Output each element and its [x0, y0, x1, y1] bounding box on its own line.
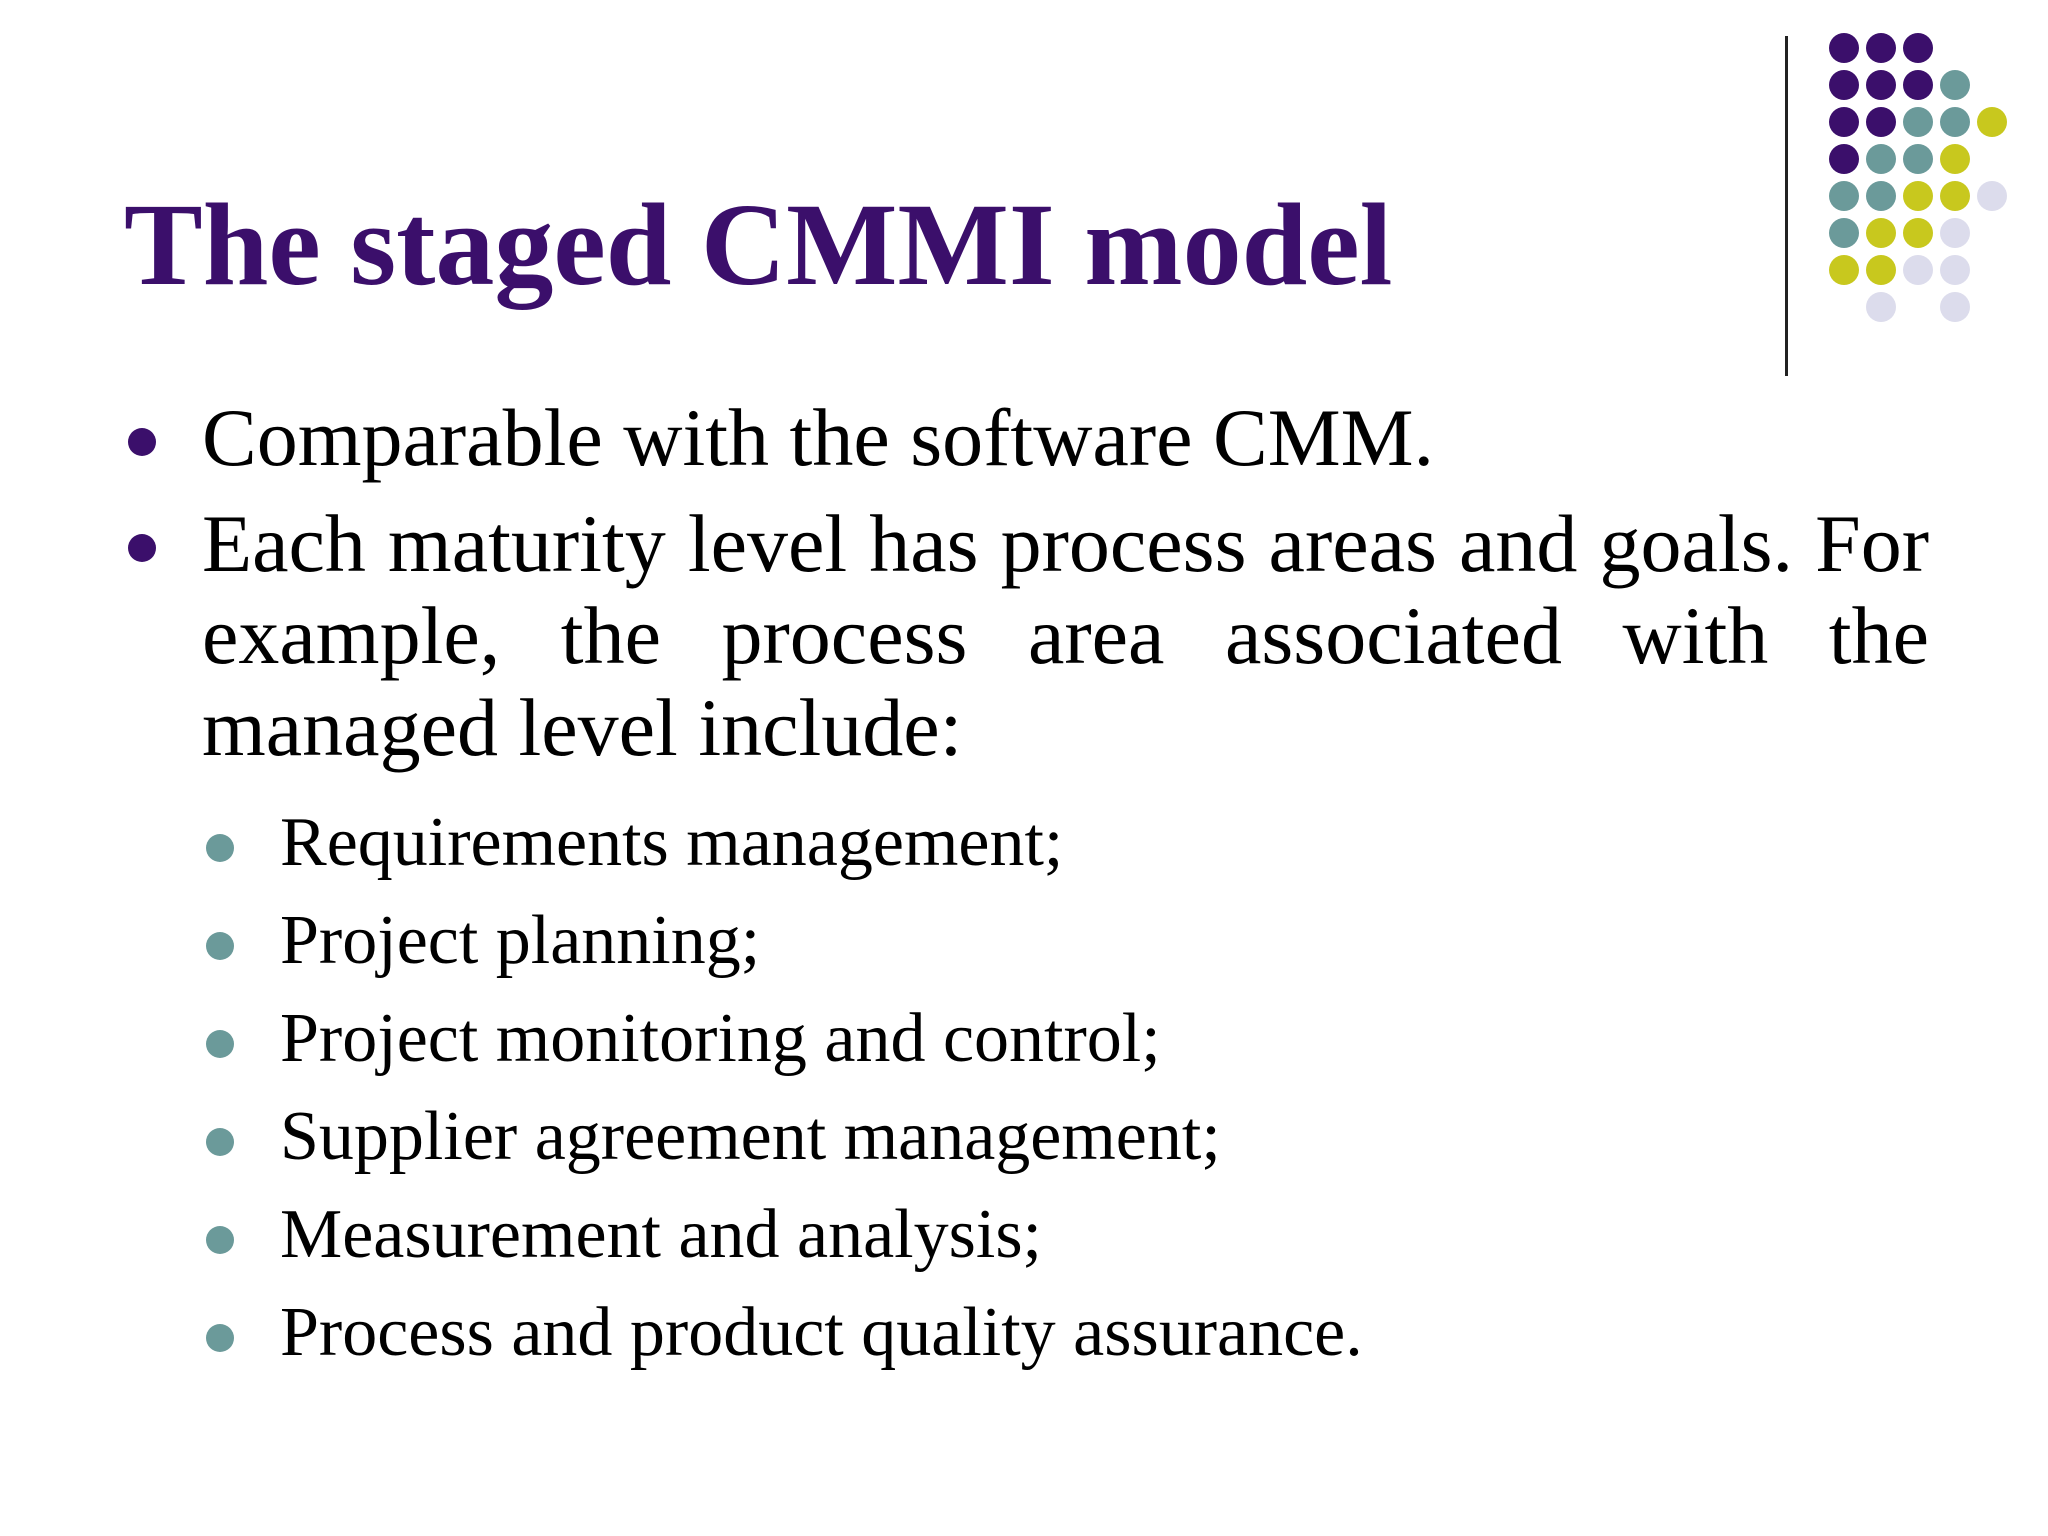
slide-body [124, 392, 1929, 1382]
decor-dot [1940, 107, 1970, 137]
sub-bullet-dot [206, 932, 234, 960]
sub-bullet-dot [206, 1030, 234, 1058]
bullet-text: Each maturity level has process areas and goals. For example, the process area associated with the managed level include: [202, 498, 1929, 773]
decor-dot [1866, 70, 1896, 100]
sub-bullet-item [124, 1088, 1929, 1186]
decor-dot [1829, 255, 1859, 285]
decor-dot [1829, 107, 1859, 137]
decor-dot [1940, 292, 1970, 322]
decor-dot [1866, 292, 1896, 322]
sub-bullet-item [124, 794, 1929, 892]
sub-bullet-dot [206, 834, 234, 862]
sub-bullet-item [124, 1284, 1929, 1382]
decor-dot [1866, 144, 1896, 174]
sub-bullet-dot [206, 1128, 234, 1156]
decor-dot [1977, 107, 2007, 137]
sub-bullet-item [124, 892, 1929, 990]
decor-dot [1866, 107, 1896, 137]
decor-dot [1940, 181, 1970, 211]
slide-title: The staged CMMI model [124, 179, 1393, 310]
sub-bullet-list [124, 794, 1929, 1382]
decor-dot [1829, 70, 1859, 100]
bullet-item [124, 498, 1929, 774]
decor-dot [1977, 181, 2007, 211]
decor-dot [1829, 144, 1859, 174]
decor-dot [1829, 33, 1859, 63]
sub-bullet-text: Supplier agreement management; [280, 1098, 1221, 1175]
decor-dot [1940, 255, 1970, 285]
decor-dot [1903, 181, 1933, 211]
bullet-item [124, 392, 1929, 484]
sub-bullet-item [124, 990, 1929, 1088]
decor-dot [1829, 181, 1859, 211]
sub-bullet-dot [206, 1324, 234, 1352]
bullet-dot [128, 534, 156, 562]
decor-dot [1866, 33, 1896, 63]
sub-bullet-dot [206, 1226, 234, 1254]
decor-dot [1866, 218, 1896, 248]
decor-dot [1940, 144, 1970, 174]
decor-dot [1903, 70, 1933, 100]
sub-bullet-text: Project planning; [280, 902, 761, 979]
sub-bullet-text: Process and product quality assurance. [280, 1294, 1363, 1371]
sub-bullet-item [124, 1186, 1929, 1284]
decor-dot [1903, 255, 1933, 285]
sub-bullet-text: Measurement and analysis; [280, 1196, 1043, 1273]
sub-bullet-text: Project monitoring and control; [280, 1000, 1161, 1077]
decor-dot [1903, 144, 1933, 174]
decor-dot [1903, 33, 1933, 63]
bullet-text: Comparable with the software CMM. [202, 392, 1435, 483]
decor-dot [1940, 70, 1970, 100]
decor-dot [1940, 218, 1970, 248]
sub-bullet-text: Requirements management; [280, 804, 1064, 881]
decor-dot [1866, 255, 1896, 285]
title-divider-line [1785, 36, 1788, 376]
decor-dot [1829, 218, 1859, 248]
decor-dot [1866, 181, 1896, 211]
decor-dot [1903, 107, 1933, 137]
decor-dot [1903, 218, 1933, 248]
bullet-dot [128, 428, 156, 456]
